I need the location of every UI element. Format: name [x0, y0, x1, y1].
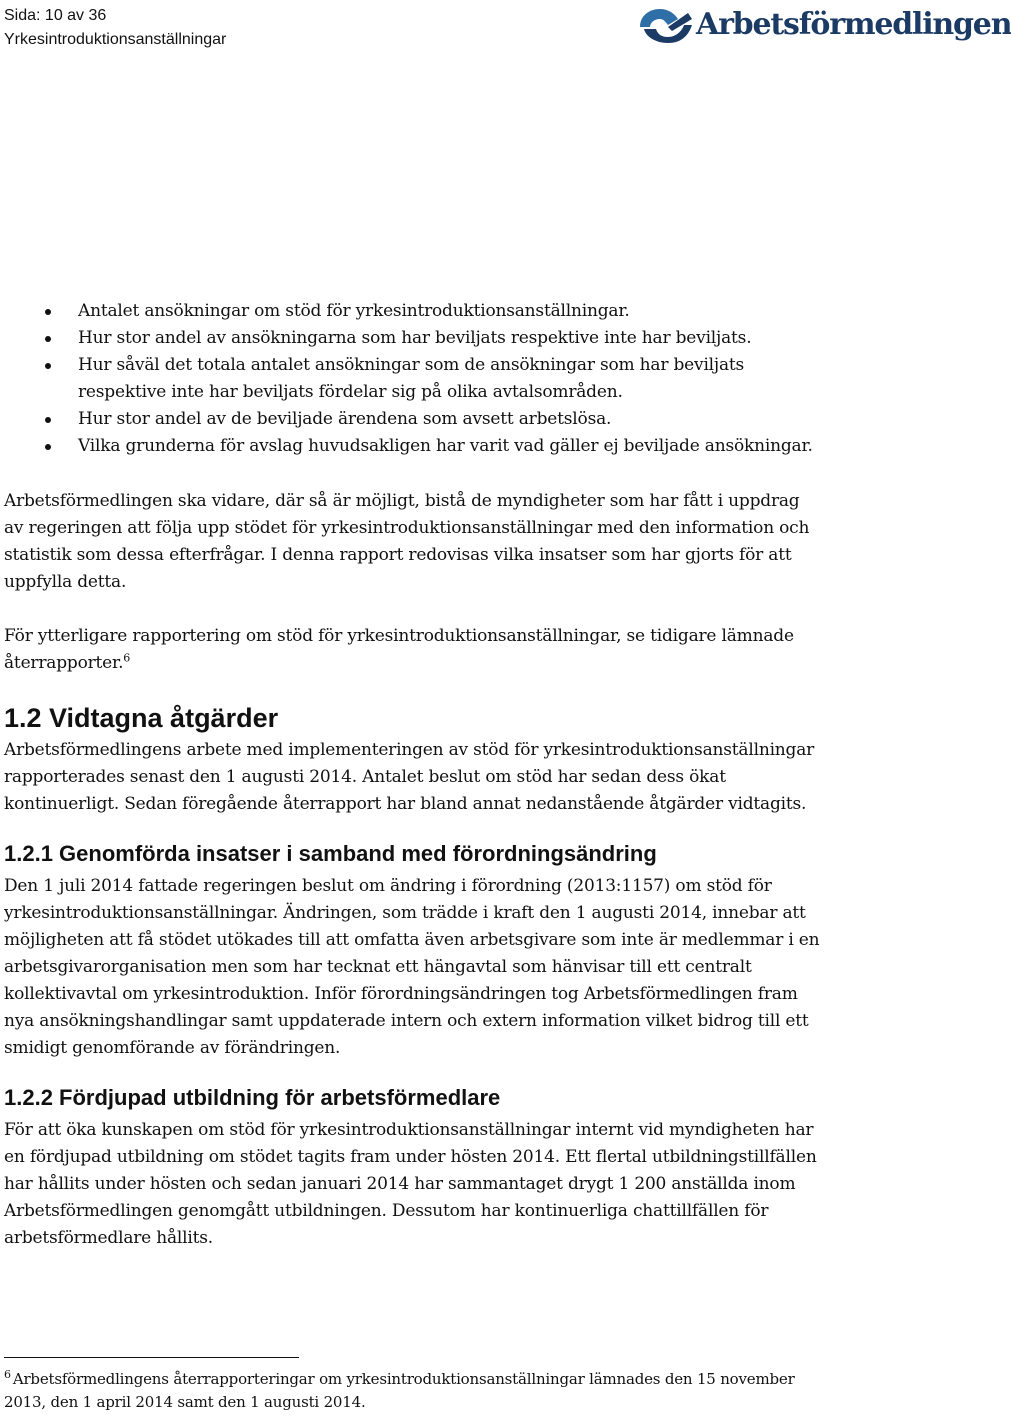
bullet-icon — [45, 444, 51, 450]
bullet-icon — [45, 417, 51, 423]
footnote-ref[interactable]: 6 — [123, 651, 131, 665]
footnote-divider — [4, 1357, 299, 1358]
page-number: Sida: 10 av 36 — [4, 7, 107, 24]
logo-mark-icon — [638, 5, 694, 45]
heading-fordjupad-utbildning: 1.2.2 Fördjupad utbildning för arbetsförmedlare — [4, 1085, 501, 1110]
bullet-icon — [45, 363, 51, 369]
heading-genomforda-insatser: 1.2.1 Genomförda insatser i samband med förordningsändring — [4, 841, 657, 866]
footnote-number: 6 — [4, 1368, 11, 1381]
list-item: Hur stor andel av de beviljade ärendena som avsett arbetslösa. — [78, 406, 824, 433]
list-item: Hur stor andel av ansökningarna som har beviljats respektive inte har beviljats. — [78, 325, 824, 352]
paragraph-tidigare-rapporter: För ytterligare rapportering om stöd för yrkesintroduktionsanställningar, se tidigare lämnade återrapporter.$^6$ — [4, 626, 794, 673]
bullet-list — [4, 298, 824, 460]
heading-vidtagna-atgarder: 1.2 Vidtagna åtgärder — [4, 703, 279, 733]
paragraph-uppfoljning: Arbetsförmedlingen ska vidare, där så är möjligt, bistå de myndigheter som har fått i uppdrag av regeringen att följa upp stödet för yrkesintroduktionsanställningar med den information och statistik som dessa efterfrågar. I denna rapport redovisas vilka insatser som har gjorts för att uppfylla detta. — [4, 491, 810, 592]
main-content — [4, 298, 824, 1252]
bullet-icon — [45, 336, 51, 342]
list-item: Hur såväl det totala antalet ansökningar som de ansökningar som har beviljats respektive inte har beviljats fördelar sig på olika avtalsområden. — [78, 352, 824, 406]
footnote-text: Arbetsförmedlingens återrapporteringar om yrkesintroduktionsanställningar lämnades den 15 november 2013, den 1 april 2014 samt den 1 augusti 2014. — [4, 1370, 795, 1411]
page-header — [4, 4, 226, 52]
bullet-icon — [45, 309, 51, 315]
list-item: Vilka grunderna för avslag huvudsakligen har varit vad gäller ej beviljade ansökningar. — [78, 433, 824, 460]
paragraph-fordjupad-utbildning: För att öka kunskapen om stöd för yrkesintroduktionsanställningar internt vid myndigheten har en fördjupad utbildning om stödet tagits fram under hösten 2014. Ett flertal utbildningstillfällen har hållits under hösten och sedan januari 2014 har sammantaget drygt 1 200 anställda inom Arbetsförmedlingen genomgått utbildningen. Dessutom har kontinuerliga chattillfällen för arbetsförmedlare hållits. — [4, 1120, 817, 1248]
paragraph-genomforda-insatser: Den 1 juli 2014 fattade regeringen beslut om ändring i förordning (2013:1157) om stöd för yrkesintroduktionsanställningar. Ändringen, som trädde i kraft den 1 augusti 2014, innebar att möjligheten att få stödet utökades till att omfatta även arbetsgivare som inte är medlemmar i en arbetsgivarorganisation men som har tecknat ett hängavtal som hänvisar till ett centralt kollektivavtal om yrkesintroduktion. Inför förordningsändringen tog Arbetsförmedlingen fram nya ansökningshandlingar samt uppdaterade intern och extern information vilket bidrog till ett smidigt genomförande av förändringen. — [4, 876, 820, 1058]
document-title: Yrkesintroduktionsanställningar — [4, 31, 227, 48]
paragraph-vidtagna-atgarder: Arbetsförmedlingens arbete med implementeringen av stöd för yrkesintroduktionsanställningar rapporterades senast den 1 augusti 2014. Antalet beslut om stöd har sedan dess ökat kontinuerligt. Sedan föregående återrapport har bland annat nedanstående åtgärder vidtagits. — [4, 740, 815, 814]
logo-wordmark: Arbetsförmedlingen — [696, 7, 1011, 42]
list-item: Antalet ansökningar om stöd för yrkesintroduktionsanställningar. — [78, 298, 824, 325]
arbetsformedlingen-logo — [638, 2, 1011, 48]
footnote — [4, 1368, 824, 1414]
